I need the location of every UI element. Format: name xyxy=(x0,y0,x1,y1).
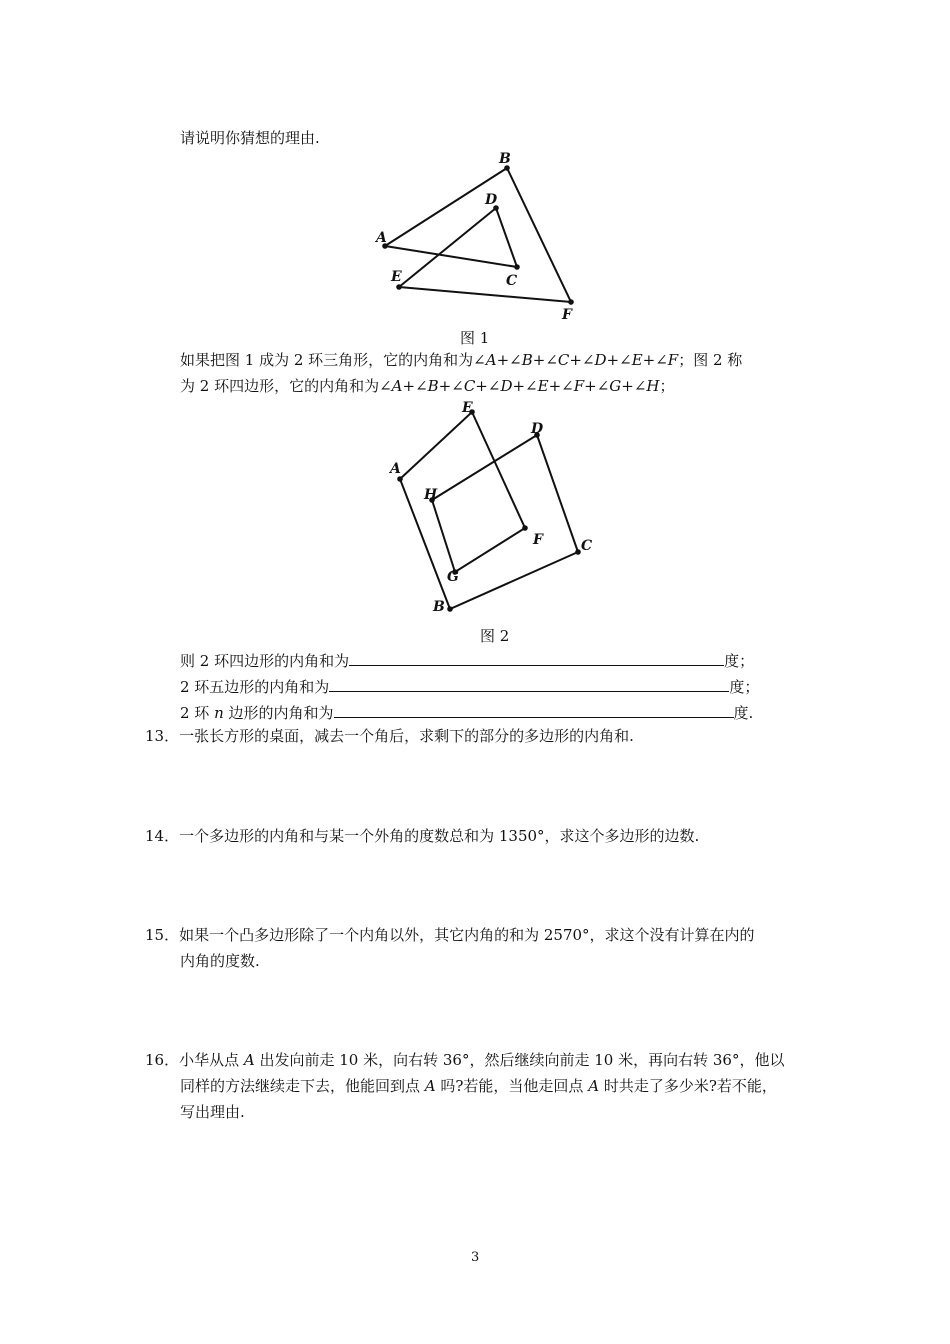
figure-1-diagram xyxy=(360,145,600,325)
figure-2-caption: 图 2 xyxy=(480,627,510,645)
question-text: 出发向前走 10 米，向右转 36°，然后继续向前走 10 米，再向右转 36°，他以 xyxy=(254,1051,785,1069)
question-13 xyxy=(145,726,634,746)
fig2-label-e: E xyxy=(462,400,473,416)
fig1-label-b: B xyxy=(499,151,511,167)
para-text: 为 2 环四边形，它的内角和为∠ xyxy=(180,377,392,395)
question-text: 如果一个凸多边形除了一个内角以外，其它内角的和为 2570°，求这个没有计算在内的 xyxy=(179,926,755,944)
var-n: n xyxy=(214,704,224,722)
fig2-label-c: C xyxy=(581,538,593,554)
para-text: ； xyxy=(659,377,675,395)
var-f: F xyxy=(667,351,679,369)
question-15-line-2: 内角的度数. xyxy=(180,952,260,970)
question-16 xyxy=(145,1050,784,1070)
answer-blank-2[interactable] xyxy=(329,676,729,692)
answer-blank-1[interactable] xyxy=(349,650,724,666)
var-e: E xyxy=(537,377,549,395)
blank-row-3 xyxy=(180,702,753,723)
plus-angle: +∠ xyxy=(512,377,538,395)
var-d: D xyxy=(594,351,607,369)
plus-angle: +∠ xyxy=(438,377,464,395)
fig2-label-h: H xyxy=(424,487,438,503)
question-text: 小华从点 xyxy=(179,1051,244,1069)
question-number: 15． xyxy=(145,926,180,944)
var-f: F xyxy=(573,377,585,395)
blank-prefix: 则 2 环四边形的内角和为 xyxy=(180,652,350,670)
fig2-label-b: B xyxy=(433,599,445,615)
var-d: D xyxy=(500,377,513,395)
plus-angle: +∠ xyxy=(642,351,668,369)
blank-suffix: 度； xyxy=(724,652,755,670)
plus-angle: +∠ xyxy=(532,351,558,369)
var-a: A xyxy=(588,1077,600,1095)
question-14 xyxy=(145,826,699,846)
para-line-2 xyxy=(180,376,675,396)
question-number: 14． xyxy=(145,827,180,845)
page-number: 3 xyxy=(471,1250,480,1265)
plus-angle: +∠ xyxy=(496,351,522,369)
fig1-label-e: E xyxy=(391,269,402,285)
figure-2-diagram xyxy=(380,398,610,618)
plus-angle: +∠ xyxy=(475,377,501,395)
plus-angle: +∠ xyxy=(584,377,610,395)
var-a: A xyxy=(391,377,403,395)
plus-angle: +∠ xyxy=(606,351,632,369)
question-16-line-3: 写出理由. xyxy=(180,1103,245,1121)
var-a: A xyxy=(243,1051,255,1069)
para-text: 如果把图 1 成为 2 环三角形，它的内角和为∠ xyxy=(180,351,486,369)
var-c: C xyxy=(557,351,570,369)
question-number: 13． xyxy=(145,727,180,745)
blank-prefix: 2 环五边形的内角和为 xyxy=(180,678,330,696)
question-16-line-2 xyxy=(180,1076,777,1096)
question-text: 一张长方形的桌面，减去一个角后，求剩下的部分的多边形的内角和. xyxy=(179,727,634,745)
blank-row-1 xyxy=(180,650,754,671)
plus-angle: +∠ xyxy=(548,377,574,395)
var-a: A xyxy=(424,1077,436,1095)
figure-2 xyxy=(380,398,610,618)
var-b: B xyxy=(521,351,533,369)
question-15 xyxy=(145,925,755,945)
para-line-1 xyxy=(180,350,742,370)
fig2-label-a: A xyxy=(390,461,401,477)
question-text: 吗?若能，当他走回点 xyxy=(435,1077,589,1095)
intro-text: 请说明你猜想的理由. xyxy=(180,129,320,147)
fig2-label-g: G xyxy=(447,569,459,585)
fig2-label-d: D xyxy=(531,421,544,437)
blank-prefix: 边形的内角和为 xyxy=(223,704,334,722)
fig1-label-a: A xyxy=(376,230,387,246)
var-b: B xyxy=(427,377,439,395)
para-text: ；图 2 称 xyxy=(678,351,743,369)
question-text: 时共走了多少米?若不能， xyxy=(599,1077,777,1095)
fig2-label-f: F xyxy=(533,532,543,548)
answer-blank-3[interactable] xyxy=(334,702,734,718)
plus-angle: +∠ xyxy=(402,377,428,395)
fig1-label-d: D xyxy=(485,192,498,208)
figure-1-caption: 图 1 xyxy=(460,329,490,347)
fig1-label-c: C xyxy=(506,273,518,289)
plus-angle: +∠ xyxy=(621,377,647,395)
fig1-label-f: F xyxy=(562,307,572,323)
blank-suffix: 度. xyxy=(733,704,754,722)
blank-row-2 xyxy=(180,676,759,697)
plus-angle: +∠ xyxy=(569,351,595,369)
var-c: C xyxy=(463,377,476,395)
blank-suffix: 度； xyxy=(729,678,760,696)
var-g: G xyxy=(609,377,622,395)
question-text: 同样的方法继续走下去，他能回到点 xyxy=(180,1077,425,1095)
blank-prefix: 2 环 xyxy=(180,704,215,722)
question-number: 16． xyxy=(145,1051,180,1069)
question-text: 一个多边形的内角和与某一个外角的度数总和为 1350°，求这个多边形的边数. xyxy=(179,827,700,845)
var-a: A xyxy=(485,351,497,369)
var-h: H xyxy=(646,377,660,395)
figure-1 xyxy=(360,145,600,325)
var-e: E xyxy=(631,351,643,369)
